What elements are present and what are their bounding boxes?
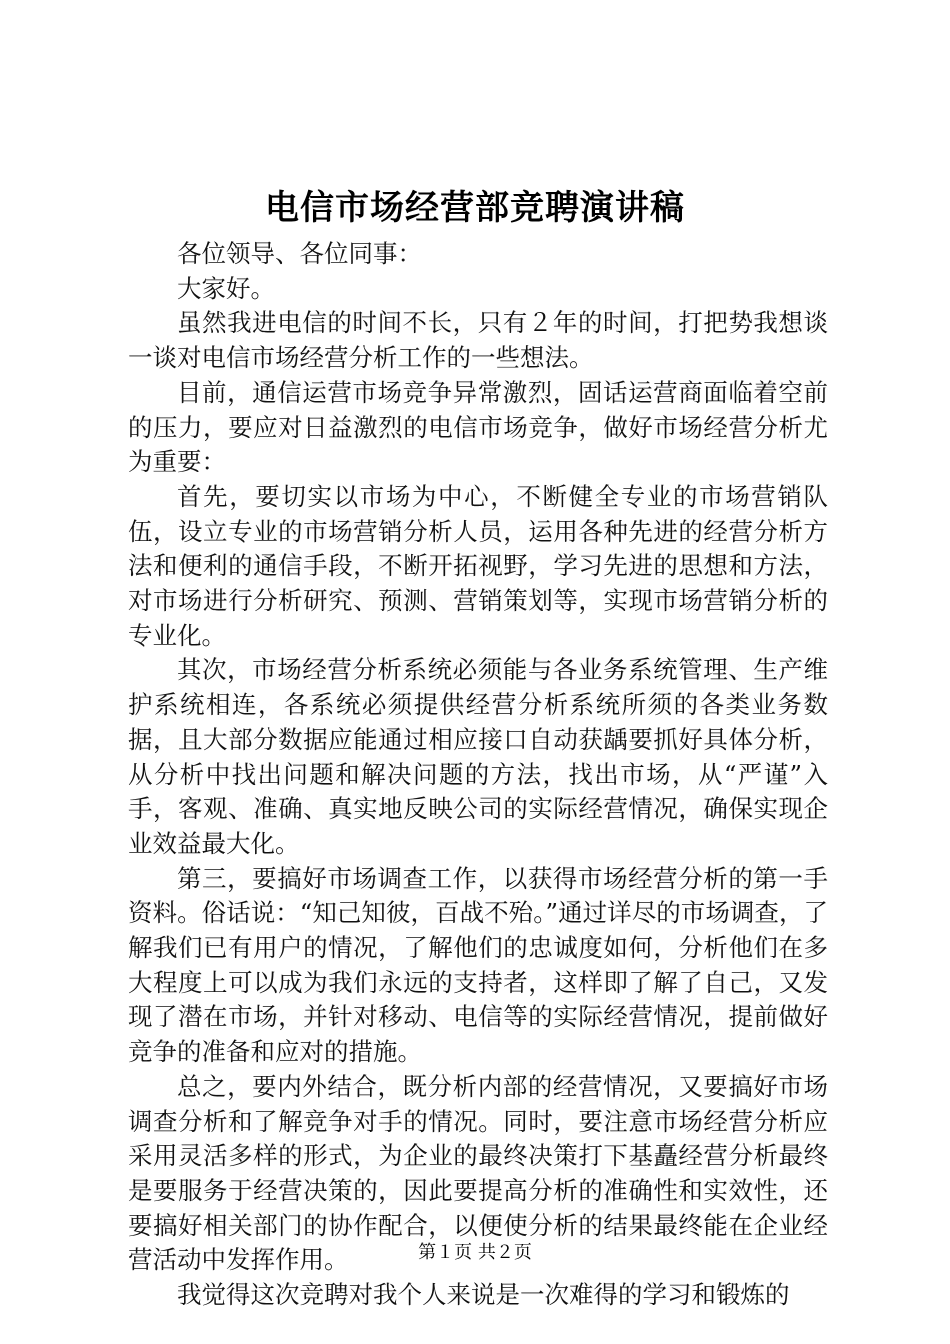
paragraph-second-point: 其次，市场经营分析系统必须能与各业务系统管理、生产维护系统相连，各系统必须提供经营分析系统所须的各类业务数据，且大部分数据应能通过相应接口自动获龋要抓好具体分析，从分析中找出问题和解决问题的方法，找出市场，从“严谨”入手，客观、准确、真实地反映公司的实际经营情况，确保实现企业效益最大化。 [128, 655, 828, 858]
paragraph-intro: 虽然我进电信的时间不长，只有２年的时间，打把势我想谈一谈对电信市场经营分析工作的一些想法。 [128, 308, 828, 373]
paragraph-summary: 总之，要内外结合，既分析内部的经营情况，又要搞好市场调查分析和了解竞争对手的情况。同时，要注意市场经营分析应采用灵活多样的形式，为企业的最终决策打下基矗经营分析最终是要服务于经营决策的，因此要提高分析的准确性和实效性，还要搞好相关部门的协作配合，以便使分析的结果最终能在企业经营活动中发挥作用。 [128, 1071, 828, 1275]
paragraph-first-point: 首先，要切实以市场为中心，不断健全专业的市场营销队伍，设立专业的市场营销分析人员，运用各种先进的经营分析方法和便利的通信手段，不断开拓视野，学习先进的思想和方法，对市场进行分析研究、预测、营销策划等，实现市场营销分析的专业化。 [128, 481, 828, 650]
paragraph-greeting: 各位领导、各位同事： [177, 239, 422, 268]
paragraph-third-point: 第三，要搞好市场调查工作，以获得市场经营分析的第一手资料。俗话说：“知己知彼，百战不殆。”通过详尽的市场调查，了解我们已有用户的情况，了解他们的忠诚度如何，分析他们在多大程度上可以成为我们永远的支持者，这样即了解了自己，又发现了潜在市场，并针对移动、电信等的实际经营情况，提前做好竞争的准备和应对的措施。 [128, 863, 828, 1067]
page-number: 第１页 共２页 [418, 1242, 532, 1263]
document-title: 电信市场经营部竞聘演讲稿 [265, 188, 685, 228]
paragraph-closing: 我觉得这次竞聘对我个人来说是一次难得的学习和锻炼的 [177, 1280, 790, 1310]
document-body [128, 237, 828, 1313]
paragraph-current-situation: 目前，通信运营市场竞争异常激烈，固话运营商面临着空前的压力，要应对日益激烈的电信市场竞争，做好市场经营分析尤为重要： [128, 377, 828, 477]
paragraph-hello: 大家好。 [177, 273, 275, 303]
